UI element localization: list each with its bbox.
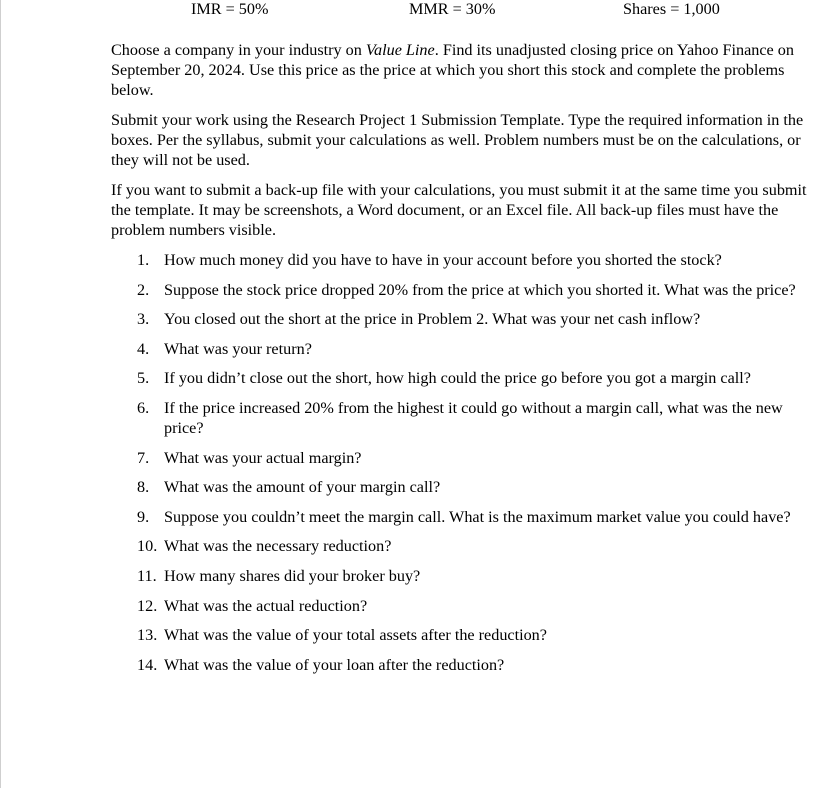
header-row: [0, 0, 828, 19]
problem-text: What was the value of your total assets after the reduction?: [164, 626, 547, 645]
problem-text: You closed out the short at the price in Problem 2. What was your net cash inflow?: [164, 310, 701, 329]
instructions-paragraph-3: If you want to submit a back-up file with your calculations, you must submit it at the same time you submit the template. It may be screenshots, a Word document, or an Excel file. All back-up files must have the problem numbers visible.: [111, 181, 807, 239]
problem-text: What was your actual margin?: [164, 448, 362, 467]
problem-number: 6.: [137, 398, 150, 417]
p1-text-after: . Find its unadjusted closing price on Yahoo Finance on September 20, 2024. Use this price as the price at which you short this stock and complete the problems below.: [111, 41, 794, 99]
problem-number: 9.: [137, 507, 150, 526]
problem-item: [111, 398, 816, 438]
problem-item: [111, 477, 816, 497]
problem-item: [111, 309, 816, 329]
problem-item: [111, 448, 816, 468]
shares-value: Shares = 1,000: [623, 0, 720, 18]
mmr-value: MMR = 30%: [409, 0, 496, 18]
problem-item: [111, 536, 816, 556]
problem-text: If the price increased 20% from the highest it could go without a margin call, what was the new price?: [164, 398, 783, 437]
problem-number: 1.: [137, 251, 150, 269]
problem-text: If you didn’t close out the short, how high could the price go before you got a margin call?: [164, 369, 751, 388]
problem-number: 5.: [137, 369, 150, 388]
problem-text: How much money did you have to have in your account before you shorted the stock?: [164, 251, 722, 269]
problem-number: 2.: [137, 280, 150, 299]
instructions-paragraph-2: Submit your work using the Research Project 1 Submission Template. Type the required information in the boxes. Per the syllabus, submit your calculations as well. Problem numbers must be on the calculations, or they will not be used.: [111, 111, 804, 169]
problem-text: Suppose you couldn’t meet the margin call. What is the maximum market value you could have?: [164, 507, 791, 526]
problem-number: 12.: [137, 596, 158, 615]
problem-number: 11.: [137, 566, 157, 585]
problem-item: [111, 566, 816, 586]
problem-text: What was the amount of your margin call?: [164, 478, 441, 497]
problem-text: What was the necessary reduction?: [164, 537, 392, 556]
problem-item: [111, 339, 816, 359]
problem-item: [111, 368, 816, 388]
problem-number: 13.: [137, 626, 158, 645]
problem-number: 10.: [137, 537, 158, 556]
problem-item: [111, 250, 816, 270]
page-left-edge: [0, 0, 1, 788]
problem-number: 14.: [137, 655, 158, 674]
problem-text: Suppose the stock price dropped 20% from the price at which you shorted it. What was the price?: [164, 280, 796, 299]
problem-text: How many shares did your broker buy?: [164, 566, 421, 585]
problem-item: [111, 596, 816, 616]
imr-value: IMR = 50%: [191, 0, 269, 18]
p1-text-before: Choose a company in your industry on: [111, 41, 366, 59]
problem-item: [111, 655, 816, 675]
problem-list: [111, 250, 816, 675]
problem-text: What was the actual reduction?: [164, 596, 368, 615]
value-line-title: Value Line: [365, 41, 435, 59]
instructions-paragraph-1: [111, 40, 816, 100]
problem-number: 3.: [137, 310, 150, 329]
problem-text: What was your return?: [164, 339, 312, 358]
problem-number: 7.: [137, 448, 150, 467]
problem-number: 4.: [137, 339, 150, 358]
document-body: [111, 40, 816, 684]
problem-item: [111, 507, 816, 527]
problem-text: What was the value of your loan after the reduction?: [164, 655, 505, 674]
problem-number: 8.: [137, 478, 150, 497]
problem-item: [111, 625, 816, 645]
problem-item: [111, 280, 816, 300]
